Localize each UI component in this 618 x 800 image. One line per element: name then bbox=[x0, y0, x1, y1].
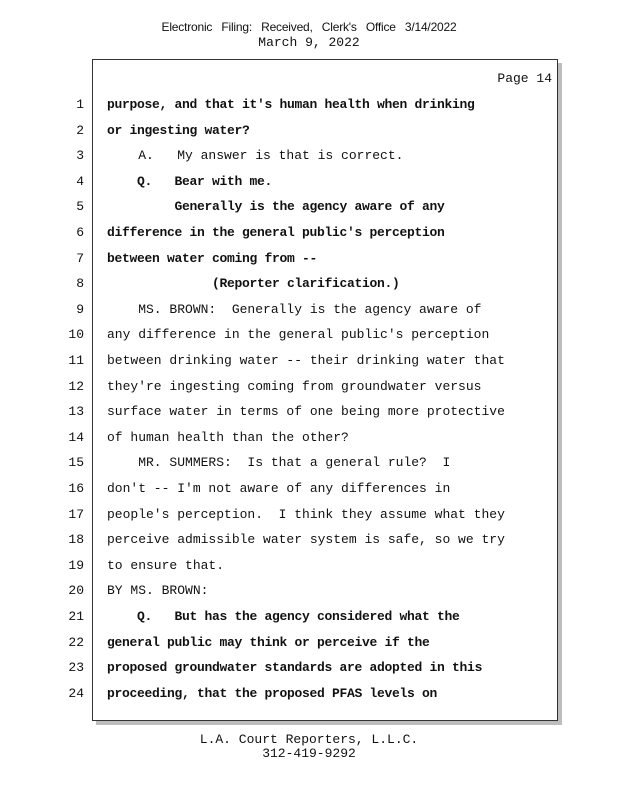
line-number: 18 bbox=[68, 532, 84, 548]
transcript-line bbox=[0, 530, 618, 555]
line-number: 5 bbox=[76, 199, 84, 215]
line-text: Generally is the agency aware of any bbox=[107, 199, 445, 215]
line-number: 13 bbox=[68, 404, 84, 420]
transcript-line bbox=[0, 607, 618, 632]
line-text: to ensure that. bbox=[107, 557, 225, 573]
line-number: 6 bbox=[76, 225, 84, 240]
line-number: 3 bbox=[76, 148, 84, 164]
line-text: don't -- I'm not aware of any differences in bbox=[107, 481, 451, 496]
line-number: 14 bbox=[68, 429, 84, 445]
line-number: 9 bbox=[76, 301, 84, 317]
line-text: Q. But has the agency considered what the bbox=[107, 609, 460, 624]
line-text: proposed groundwater standards are adopted in this bbox=[107, 660, 483, 676]
line-text: they're ingesting coming from groundwater versus bbox=[107, 378, 482, 394]
line-number: 1 bbox=[76, 97, 84, 112]
line-text: between water coming from -- bbox=[107, 250, 318, 266]
line-text: Q. Bear with me. bbox=[107, 173, 273, 189]
transcript-date: March 9, 2022 bbox=[258, 35, 360, 50]
line-text: of human health than the other? bbox=[107, 429, 349, 445]
line-number: 15 bbox=[68, 455, 84, 471]
transcript-line bbox=[0, 479, 618, 504]
line-text: A. My answer is that is correct. bbox=[107, 148, 404, 164]
line-text: difference in the general public's perception bbox=[107, 225, 445, 240]
line-number: 23 bbox=[68, 660, 84, 676]
line-text: MR. SUMMERS: Is that a general rule? I bbox=[107, 455, 451, 471]
line-text: perceive admissible water system is safe, so we try bbox=[107, 532, 505, 548]
transcript-line bbox=[0, 274, 618, 299]
line-text: MS. BROWN: Generally is the agency aware of bbox=[107, 301, 482, 317]
footer-phone: 312-419-9292 bbox=[262, 746, 356, 761]
line-number: 21 bbox=[68, 609, 84, 624]
transcript-line bbox=[0, 377, 618, 402]
line-text: or ingesting water? bbox=[107, 122, 250, 138]
transcript-line bbox=[0, 658, 618, 683]
line-number: 24 bbox=[68, 685, 84, 701]
transcript-line bbox=[0, 325, 618, 350]
line-text: between drinking water -- their drinking water that bbox=[107, 353, 505, 368]
line-text: purpose, and that it's human health when drinking bbox=[107, 97, 475, 112]
transcript-line bbox=[0, 351, 618, 376]
transcript-line bbox=[0, 428, 618, 453]
line-number: 10 bbox=[68, 327, 84, 343]
line-number: 20 bbox=[68, 583, 84, 599]
line-number: 8 bbox=[76, 276, 84, 292]
transcript-line bbox=[0, 146, 618, 171]
transcript-line bbox=[0, 684, 618, 709]
transcript-line bbox=[0, 95, 618, 120]
transcript-line bbox=[0, 197, 618, 222]
line-number: 12 bbox=[68, 378, 84, 394]
transcript-line bbox=[0, 249, 618, 274]
line-text: surface water in terms of one being more protective bbox=[107, 404, 505, 420]
footer-reporter: L.A. Court Reporters, L.L.C. bbox=[199, 732, 419, 747]
line-number: 19 bbox=[68, 557, 84, 573]
line-text: proceeding, that the proposed PFAS levels on bbox=[107, 685, 438, 701]
transcript-line bbox=[0, 402, 618, 427]
line-number: 11 bbox=[68, 353, 84, 368]
line-text: people's perception. I think they assume what they bbox=[107, 506, 505, 522]
filing-stamp: Electronic Filing: Received, Clerk's Office 3/14/2022 bbox=[161, 20, 457, 34]
transcript-line bbox=[0, 505, 618, 530]
transcript-line bbox=[0, 453, 618, 478]
line-text: (Reporter clarification.) bbox=[107, 276, 400, 292]
line-number: 17 bbox=[68, 506, 84, 522]
transcript-line bbox=[0, 121, 618, 146]
line-number: 2 bbox=[76, 122, 84, 138]
line-text: any difference in the general public's perception bbox=[107, 327, 490, 343]
line-number: 16 bbox=[68, 481, 84, 496]
page-number: Page 14 bbox=[497, 71, 552, 86]
line-text: BY MS. BROWN: bbox=[107, 583, 209, 599]
line-number: 22 bbox=[68, 634, 84, 650]
transcript-line bbox=[0, 633, 618, 658]
transcript-line bbox=[0, 581, 618, 606]
transcript-line bbox=[0, 300, 618, 325]
line-number: 7 bbox=[76, 250, 84, 266]
line-text: general public may think or perceive if the bbox=[107, 634, 430, 650]
transcript-line bbox=[0, 556, 618, 581]
line-number: 4 bbox=[76, 173, 84, 189]
transcript-line bbox=[0, 223, 618, 248]
transcript-line bbox=[0, 172, 618, 197]
